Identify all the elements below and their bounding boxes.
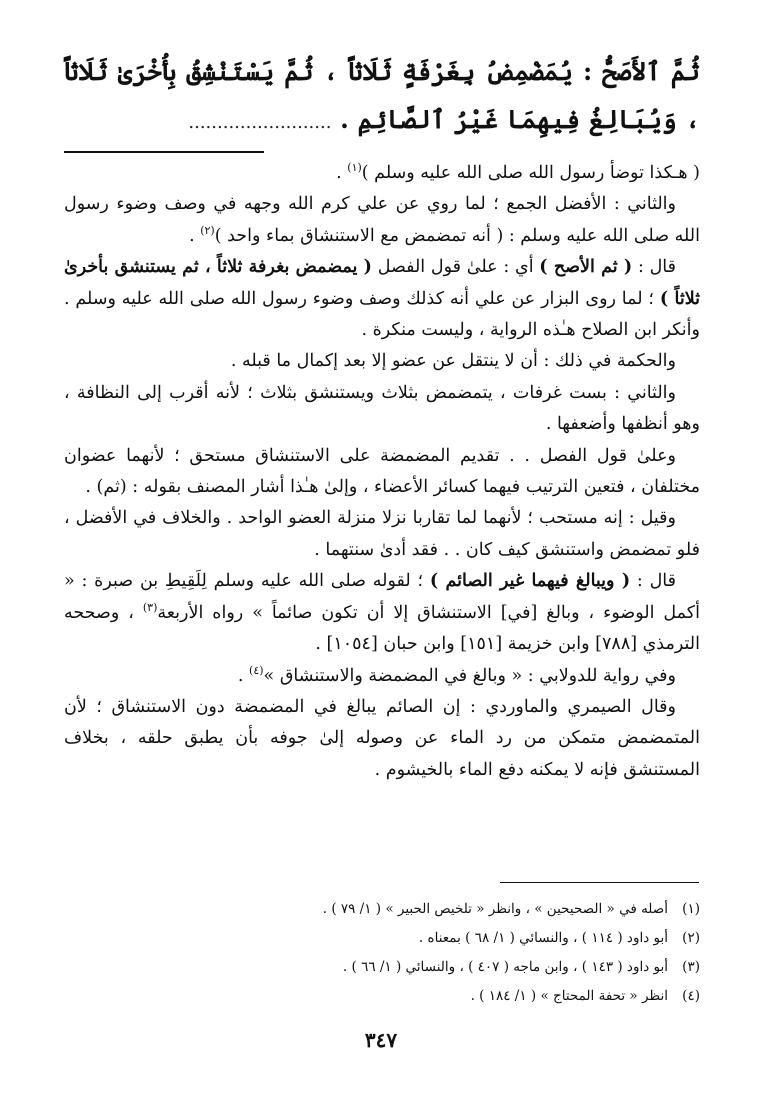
commentary [64, 158, 700, 786]
footnote: (٣)أبو داود ( ١٤٣ ) ، وابن ماجه ( ٤٠٧ ) ، والنسائي ( ١/ ٦٦ ) . [342, 959, 700, 975]
page-number: ٣٤٧ [364, 1028, 398, 1052]
commentary-paragraph: وفي رواية للدولابي : « وبالغ في المضمضة والاستنشاق »$^{(٤)}$ . [237, 663, 676, 686]
matn-text [64, 48, 700, 147]
matn-quote: ( ويبالغ فيهما غير الصائم ) [429, 571, 631, 592]
footnote: (٢)أبو داود ( ١١٤ ) ، والنسائي ( ١/ ٦٨ ) بمعناه . [418, 930, 700, 946]
commentary-paragraph: وقال الصيمري والماوردي : إن الصائم يبالغ في المضمضة دون الاستنشاق ؛ لأن المتمضمض متمكن من رد الماء عن وصوله إلىٰ جوفه بأن يطبق حلقه ، بخلاف المستنشق فإنه لا يمكنه دفع الماء بالخيشوم . [64, 696, 700, 780]
commentary-paragraph: قال : ( ويبالغ فيهما غير الصائم ) ؛ لقوله صلى الله عليه وسلم لِلَقِيطِ بن صبرة : « أكمل الوضوء ، وبالغ [في] الاستنشاق إلا أن تكون صائماً » رواه الأربعة$^{(٣)}$ ، وصححه الترمذي [٧٨٨] وابن خزيمة [١٥١] وابن حبان [١٠٥٤] . [64, 571, 700, 655]
footnote: (٤)انظر « تحفة المحتاج » ( ١/ ١٨٤ ) . [470, 988, 700, 1004]
footnote-ref: (٣) [142, 600, 158, 614]
commentary-paragraph: وعلىٰ قول الفصل . . تقديم المضمضة على الاستنشاق مستحق ؛ لأنهما عضوان مختلفان ، فتعين الترتيب فيهما كسائر الأعضاء ، وإلىٰ هـٰذا أشار المصنف بقوله : (ثم) . [64, 445, 700, 498]
footnote: (١)أصله في « الصحيحين » ، وانظر « تلخيص الحبير » ( ١/ ٧٩ ) . [322, 901, 700, 917]
commentary-paragraph: وقيل : إنه مستحب ؛ لأنهما لما تقاربا نزلا منزلة العضو الواحد . والخلاف في الأفضل ، فلو تمضمض واستنشق كيف كان . . فقد أدىٰ سنتهما . [64, 508, 700, 560]
matn-separator [64, 151, 264, 153]
footnotes [64, 895, 700, 1011]
footnote-separator [500, 882, 699, 883]
footnote-ref: (١) [347, 161, 362, 175]
commentary-paragraph: قال : ( ثم الأصح ) أي : علىٰ قول الفصل ( يمضمض بغرفة ثلاثاً ، ثم يستنشق بأخرىٰ ثلاثاً ) ؛ لما روى البزار عن علي أنه كذلك وصف وضوء رسول الله صلى الله عليه وسلم . وأنكر ابن الصلاح هـٰذه الرواية ، وليست منكرة . [64, 257, 701, 341]
matn-quote: ( يمضمض بغرفة ثلاثاً ، ثم يستنشق بأخرىٰ ثلاثاً ) [64, 257, 701, 309]
footnote-ref: (٢) [200, 223, 215, 237]
commentary-paragraph: ( هـكذا توضأ رسول الله صلى الله عليه وسلم )$^{(١)}$ . [336, 161, 700, 183]
commentary-paragraph: والحكمة في ذلك : أن لا ينتقل عن عضو إلا بعد إكمال ما قبله . [230, 351, 676, 372]
footnote-ref: (٤) [249, 663, 264, 677]
matn-line: ثُمَّ ٱلأَصَحُّ : يُمَضْمِضُ بِغَرْفَةٍ ثَلَاثاً ، ثُمَّ يَسْتَنْشِقُ بِأُخْرَىٰ ثَلَاثاً ، وَيُبَالِغُ فِيهِمَا غَيْرُ ٱلصَّائِمِ . [64, 57, 700, 134]
commentary-paragraph: والثاني : الأفضل الجمع ؛ لما روي عن علي كرم الله وجهه في وصف وضوء رسول الله صلى الله عليه وسلم : ( أنه تمضمض مع الاستنشاق بماء واحد )$^{(٢)}$ . [64, 194, 700, 246]
matn-dots: ......................... [188, 112, 332, 133]
commentary-paragraph: والثاني : بست غرفات ، يتمضمض بثلاث ويستنشق بثلاث ؛ لأنه أقرب إلى النظافة ، وهو أنظفها وأضعفها . [64, 382, 700, 435]
matn-quote: ( ثم الأصح ) [539, 257, 633, 278]
